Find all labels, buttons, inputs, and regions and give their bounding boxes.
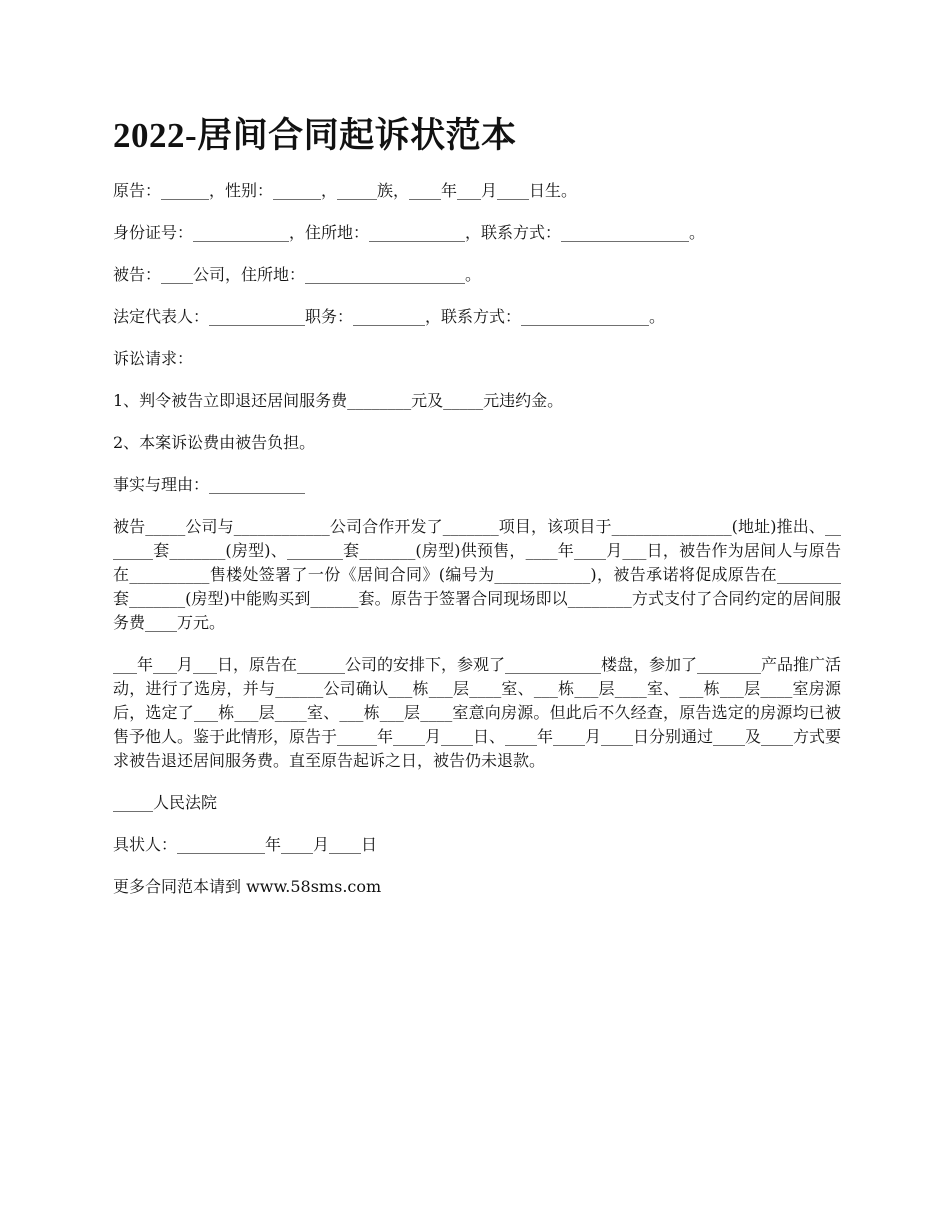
claims-heading: 诉讼请求： bbox=[113, 349, 194, 368]
signature-date: 具状人：___________年____月____日 bbox=[113, 835, 378, 854]
claim-item-1: 1、判令被告立即退还居间服务费________元及_____元违约金。 bbox=[113, 391, 564, 410]
facts-paragraph-2: ___年___月___日，原告在______公司的安排下，参观了____________楼盘，参加了________产品推广活动，进行了选房，并与______公司确认___栋___层____室、___栋___层____室、___栋___层____室房源后，选定了___栋___层____室、___栋___层____室意向房源。但此后不久经查，原告选定的房源均已被售予他人。鉴于此情形，原告于_____年____月____日、____年____月____日分别通过____及____方式要求被告退还居间服务费。直至原告起诉之日，被告仍未退款。 bbox=[113, 655, 842, 770]
plaintiff-info: 原告：______，性别：______，_____族，____年___月____日生。 bbox=[113, 181, 578, 200]
facts-paragraph-1: 被告_____公司与____________公司合作开发了_______项目，该项目于_______________(地址)推出、_______套_______(房型)、_______套_______(房型)供预售，____年____月___日，被告作为居间人与原告在__________售楼处签署了一份《居间合同》(编号为____________)，被告承诺将促成原告在________套_______(房型)中能购买到______套。原告于签署合同现场即以________方式支付了合同约定的居间服务费____万元。 bbox=[113, 517, 841, 632]
defendant-info: 被告：____公司，住所地：____________________。 bbox=[113, 265, 482, 284]
legal-representative: 法定代表人：____________职务：_________，联系方式：________________。 bbox=[113, 307, 666, 326]
document-title: 2022-居间合同起诉状范本 bbox=[113, 116, 517, 155]
document-page bbox=[113, 110, 841, 917]
facts-heading: 事实与理由：____________ bbox=[113, 475, 306, 494]
plaintiff-id-address: 身份证号：____________，住所地：____________，联系方式：________________。 bbox=[113, 223, 706, 242]
website-footer: 更多合同范本请到 www.58sms.com bbox=[113, 877, 382, 896]
claim-item-2: 2、本案诉讼费由被告负担。 bbox=[113, 433, 316, 452]
court-name: _____人民法院 bbox=[113, 793, 218, 812]
